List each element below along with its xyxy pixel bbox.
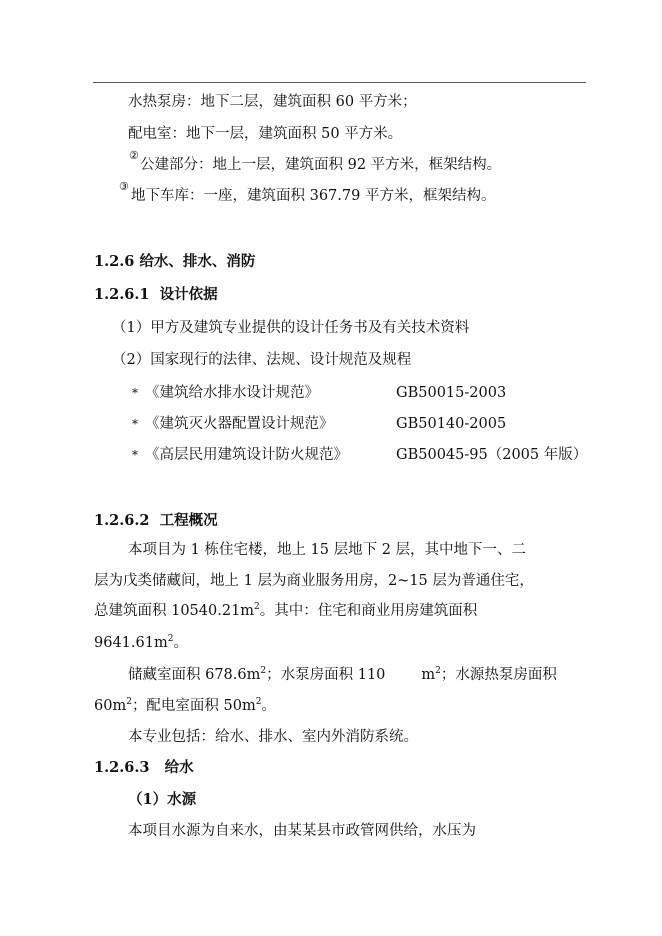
section-title: 给水 — [164, 759, 194, 776]
superscript: 2 — [435, 666, 441, 677]
standard-code: GB50015-2003 — [396, 385, 507, 401]
pump-room-area-text: ；水泵房面积 110 — [266, 667, 386, 683]
standard-code: GB50045-95（2005 年版） — [396, 447, 588, 463]
bullet-marker: * — [132, 448, 138, 462]
superscript: 2 — [255, 697, 262, 708]
distribution-area-text: ；配电室面积 50m — [131, 698, 256, 714]
basis-item-1: （1）甲方及建筑专业提供的设计任务书及有关技术资料 — [112, 320, 470, 336]
water-source-subheading: （1）水源 — [128, 791, 197, 808]
section-number: 1.2.6.1 — [94, 286, 150, 303]
overview-line-4 — [94, 633, 188, 653]
facility-underground-garage: 地下车库：一座，建筑面积 367.79 平方米，框架结构。 — [131, 188, 496, 204]
section-1-2-6-3-heading — [94, 758, 194, 778]
section-number: 1.2.6.2 — [94, 512, 150, 529]
section-1-2-6-heading — [94, 252, 255, 272]
section-number: 1.2.6 — [94, 253, 135, 270]
superscript: 2 — [254, 602, 260, 613]
basis-item-2: （2）国家现行的法律、法规、设计规范及规程 — [112, 352, 412, 368]
residential-area-text: 9641.61m — [94, 635, 168, 651]
standard-name: 《建筑给水排水设计规范》 — [145, 385, 319, 401]
section-1-2-6-2-heading — [94, 511, 218, 531]
scope-paragraph: 本专业包括：给水、排水、室内外消防系统。 — [128, 729, 418, 745]
overview-line-3 — [94, 601, 477, 621]
circled-number-2-marker: ② — [129, 149, 139, 162]
heat-pump-area-label: ；水源热泵房面积 — [440, 667, 557, 683]
area-line-2-tail: 。 — [261, 698, 276, 714]
facility-distribution-room: 配电室：地下一层，建筑面积 50 平方米。 — [128, 126, 403, 142]
unit-m: m — [421, 667, 436, 683]
facility-public-building: 公建部分：地上一层，建筑面积 92 平方米，框架结构。 — [140, 157, 502, 173]
heat-pump-area-value: 60m — [94, 698, 127, 714]
overview-line-3-tail: 。其中：住宅和商业用房建筑面积 — [259, 603, 478, 619]
standard-code: GB50140-2005 — [396, 416, 507, 432]
standard-name: 《建筑灭火器配置设计规范》 — [145, 416, 334, 432]
standard-name: 《高层民用建筑设计防火规范》 — [145, 447, 348, 463]
section-title: 工程概况 — [159, 512, 218, 529]
section-title: 设计依据 — [159, 286, 218, 303]
overview-line-2: 层为戊类储藏间，地上 1 层为商业服务用房，2~15 层为普通住宅， — [94, 573, 534, 589]
circled-number-3-marker: ③ — [119, 180, 129, 193]
superscript: 2 — [260, 666, 267, 677]
water-source-paragraph: 本项目水源为自来水，由某某县市政管网供给，水压为 — [128, 823, 476, 839]
storage-area-text: 储藏室面积 678.6m — [128, 667, 261, 683]
overview-line-1: 本项目为 1 栋住宅楼，地上 15 层地下 2 层，其中地下一、二 — [128, 542, 527, 558]
total-area-text: 总建筑面积 10540.21m — [94, 603, 255, 619]
superscript: 2 — [167, 634, 174, 645]
overview-line-4-tail: 。 — [173, 635, 188, 651]
area-line-2 — [94, 696, 276, 716]
bullet-marker: * — [132, 386, 138, 400]
bullet-marker: * — [132, 417, 138, 431]
area-line-1 — [128, 665, 557, 685]
section-number: 1.2.6.3 — [94, 759, 150, 776]
header-rule — [93, 82, 586, 83]
facility-heat-pump-room: 水热泵房：地下二层，建筑面积 60 平方米； — [128, 94, 417, 110]
superscript: 2 — [126, 697, 132, 708]
section-1-2-6-1-heading — [94, 285, 218, 305]
section-title: 给水、排水、消防 — [139, 253, 256, 270]
